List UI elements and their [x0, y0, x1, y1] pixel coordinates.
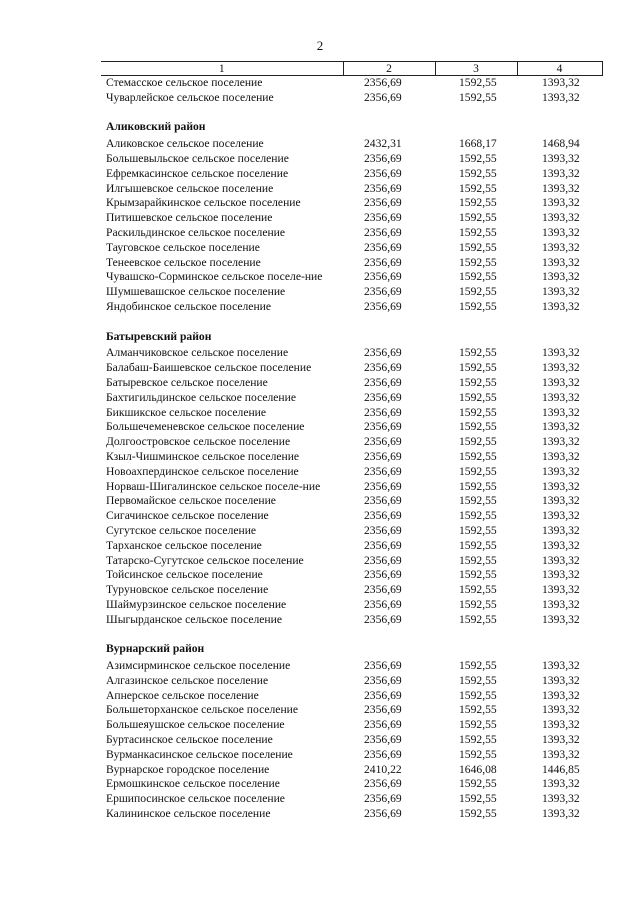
value-col-2: 2356,69	[364, 479, 402, 493]
settlement-name: Новоахпердинское сельское поселение	[106, 464, 299, 478]
settlement-name: Апнерское сельское поселение	[106, 688, 259, 702]
settlement-name: Азимсирминское сельское поселение	[106, 659, 291, 673]
value-col-3: 1592,55	[459, 553, 497, 567]
value-col-3: 1592,55	[459, 405, 497, 419]
value-col-3: 1592,55	[459, 90, 497, 104]
value-col-3: 1592,55	[459, 211, 497, 225]
value-col-2: 2356,69	[364, 435, 402, 449]
value-col-3: 1592,55	[459, 568, 497, 582]
value-col-2: 2356,69	[364, 151, 402, 165]
settlement-name: Ершипосинское сельское поселение	[106, 792, 285, 806]
table-row	[101, 270, 602, 285]
header-col-3: 3	[435, 62, 517, 76]
value-col-3: 1592,55	[459, 479, 497, 493]
value-col-4: 1393,32	[542, 583, 580, 597]
settlement-name: Бикшикское сельское поселение	[106, 405, 267, 419]
value-col-3: 1592,55	[459, 612, 497, 626]
value-col-4: 1393,32	[542, 76, 580, 89]
settlement-name: Сугутское сельское поселение	[106, 523, 257, 537]
table-row	[101, 613, 602, 628]
settlement-name: Тарханское сельское поселение	[106, 538, 262, 552]
value-col-4: 1393,32	[542, 464, 580, 478]
settlement-name: Алгазинское сельское поселение	[106, 673, 269, 687]
table-row	[101, 733, 602, 748]
table-row	[101, 748, 602, 763]
settlement-name: Шумшевашское сельское поселение	[106, 285, 286, 299]
value-col-3: 1592,55	[459, 435, 497, 449]
table-body	[101, 76, 602, 822]
value-col-4: 1393,32	[542, 196, 580, 210]
value-col-4: 1393,32	[542, 449, 580, 463]
value-col-2: 2356,69	[364, 718, 402, 732]
value-col-4: 1393,32	[542, 90, 580, 104]
value-col-2: 2356,69	[364, 612, 402, 626]
value-col-3: 1592,55	[459, 166, 497, 180]
value-col-3: 1592,55	[459, 285, 497, 299]
table-header	[101, 62, 602, 76]
value-col-2: 2356,69	[364, 747, 402, 761]
value-col-4: 1393,32	[542, 659, 580, 673]
value-col-3: 1592,55	[459, 375, 497, 389]
value-col-3: 1592,55	[459, 255, 497, 269]
settlement-name: Ермошкинское сельское поселение	[106, 777, 280, 791]
value-col-3: 1592,55	[459, 733, 497, 747]
value-col-3: 1592,55	[459, 76, 497, 89]
settlement-name: Тойсинское сельское поселение	[106, 568, 263, 582]
settlement-name: Алманчиковское сельское поселение	[106, 346, 289, 360]
table-row	[101, 674, 602, 689]
settlement-name: Шыгырданское сельское поселение	[106, 612, 282, 626]
table-row	[101, 583, 602, 598]
settlement-name: Первомайское сельское поселение	[106, 494, 276, 508]
table-row	[101, 539, 602, 554]
value-col-4: 1393,32	[542, 703, 580, 717]
value-col-3: 1592,55	[459, 538, 497, 552]
settlement-name: Тауговское сельское поселение	[106, 240, 260, 254]
value-col-4: 1446,85	[542, 762, 580, 776]
header-col-1: 1	[101, 62, 343, 76]
settlement-name: Вурманкасинское сельское поселение	[106, 747, 293, 761]
spacer-cell	[101, 315, 602, 330]
district-heading-row	[101, 330, 602, 345]
value-col-2: 2356,69	[364, 390, 402, 404]
settlement-name: Татарско-Сугутское сельское поселение	[106, 553, 304, 567]
value-col-4: 1393,32	[542, 509, 580, 523]
value-col-4: 1393,32	[542, 792, 580, 806]
value-col-3: 1592,55	[459, 270, 497, 284]
settlement-name: Балабаш-Баишевское сельское поселение	[106, 361, 312, 375]
table-row	[101, 524, 602, 539]
table-row	[101, 568, 602, 583]
value-col-3: 1592,55	[459, 390, 497, 404]
table-row	[101, 480, 602, 495]
value-col-4: 1393,32	[542, 747, 580, 761]
value-col-3: 1592,55	[459, 151, 497, 165]
table-row	[101, 135, 602, 152]
value-col-3: 1592,55	[459, 807, 497, 821]
value-col-4: 1393,32	[542, 538, 580, 552]
value-col-4: 1393,32	[542, 435, 580, 449]
settlement-name: Туруновское сельское поселение	[106, 583, 269, 597]
settlement-name: Вурнарское городское поселение	[106, 762, 270, 776]
value-col-3: 1592,55	[459, 494, 497, 508]
tariff-table	[101, 61, 603, 822]
value-col-2: 2356,69	[364, 449, 402, 463]
value-col-2: 2356,69	[364, 777, 402, 791]
table-row	[101, 777, 602, 792]
value-col-4: 1393,32	[542, 225, 580, 239]
district-name: Батыревский район	[106, 329, 212, 343]
table-row	[101, 376, 602, 391]
district-heading-row	[101, 642, 602, 657]
value-col-2: 2356,69	[364, 76, 402, 89]
table-row	[101, 689, 602, 704]
table-row	[101, 598, 602, 613]
value-col-4: 1393,32	[542, 166, 580, 180]
value-col-2: 2356,69	[364, 538, 402, 552]
value-col-2: 2356,69	[364, 181, 402, 195]
value-col-3: 1592,55	[459, 225, 497, 239]
value-col-2: 2356,69	[364, 464, 402, 478]
settlement-name: Бахтигильдинское сельское поселение	[106, 390, 296, 404]
spacer-cell	[101, 106, 602, 121]
table-row	[101, 703, 602, 718]
value-col-3: 1592,55	[459, 583, 497, 597]
value-col-3: 1592,55	[459, 361, 497, 375]
value-col-2: 2356,69	[364, 420, 402, 434]
value-col-3: 1592,55	[459, 240, 497, 254]
value-col-4: 1393,32	[542, 688, 580, 702]
value-col-4: 1393,32	[542, 211, 580, 225]
value-col-2: 2356,69	[364, 255, 402, 269]
value-col-3: 1592,55	[459, 196, 497, 210]
value-col-2: 2356,69	[364, 509, 402, 523]
settlement-name: Крымзарайкинское сельское поселение	[106, 196, 301, 210]
header-col-2: 2	[343, 62, 435, 76]
page-number: 2	[316, 38, 324, 53]
table-row	[101, 76, 602, 91]
value-col-3: 1592,55	[459, 299, 497, 313]
value-col-2: 2356,69	[364, 90, 402, 104]
settlement-name: Буртасинское сельское поселение	[106, 733, 273, 747]
value-col-4: 1393,32	[542, 523, 580, 537]
value-col-4: 1393,32	[542, 718, 580, 732]
table-row	[101, 285, 602, 300]
table-row	[101, 657, 602, 674]
settlement-name: Калининское сельское поселение	[106, 807, 271, 821]
value-col-2: 2356,69	[364, 405, 402, 419]
table-row	[101, 361, 602, 376]
value-col-3: 1592,55	[459, 597, 497, 611]
value-col-3: 1592,55	[459, 673, 497, 687]
table-row	[101, 420, 602, 435]
district-name: Аликовский район	[106, 120, 206, 134]
table-row	[101, 450, 602, 465]
table-row	[101, 91, 602, 106]
table-row	[101, 763, 602, 778]
value-col-4: 1468,94	[542, 137, 580, 151]
settlement-name: Тенеевское сельское поселение	[106, 255, 261, 269]
settlement-name: Шаймурзинское сельское поселение	[106, 597, 287, 611]
spacer-row	[101, 627, 602, 642]
value-col-2: 2356,69	[364, 346, 402, 360]
value-col-4: 1393,32	[542, 346, 580, 360]
value-col-4: 1393,32	[542, 420, 580, 434]
table-row	[101, 435, 602, 450]
settlement-name: Ефремкасинское сельское поселение	[106, 166, 289, 180]
value-col-2: 2356,69	[364, 792, 402, 806]
value-col-2: 2356,69	[364, 597, 402, 611]
value-col-4: 1393,32	[542, 733, 580, 747]
value-col-2: 2356,69	[364, 270, 402, 284]
value-col-2: 2356,69	[364, 211, 402, 225]
table-row	[101, 196, 602, 211]
value-col-3: 1592,55	[459, 792, 497, 806]
value-col-2: 2356,69	[364, 553, 402, 567]
value-col-2: 2356,69	[364, 494, 402, 508]
value-col-2: 2356,69	[364, 166, 402, 180]
value-col-3: 1592,55	[459, 523, 497, 537]
value-col-4: 1393,32	[542, 151, 580, 165]
value-col-2: 2356,69	[364, 568, 402, 582]
table-row	[101, 406, 602, 421]
value-col-2: 2356,69	[364, 196, 402, 210]
value-col-3: 1592,55	[459, 509, 497, 523]
value-col-2: 2410,22	[364, 762, 402, 776]
table-row	[101, 494, 602, 509]
settlement-name: Большевыльское сельское поселение	[106, 151, 289, 165]
value-col-4: 1393,32	[542, 777, 580, 791]
settlement-name: Большеяушское сельское поселение	[106, 718, 285, 732]
spacer-row	[101, 106, 602, 121]
value-col-4: 1393,32	[542, 255, 580, 269]
table-row	[101, 344, 602, 361]
table-row	[101, 300, 602, 315]
value-col-3: 1592,55	[459, 464, 497, 478]
value-col-4: 1393,32	[542, 270, 580, 284]
value-col-2: 2356,69	[364, 807, 402, 821]
table-row	[101, 509, 602, 524]
settlement-name: Илгышевское сельское поселение	[106, 181, 274, 195]
value-col-2: 2356,69	[364, 733, 402, 747]
value-col-2: 2356,69	[364, 673, 402, 687]
value-col-3: 1592,55	[459, 688, 497, 702]
value-col-3: 1592,55	[459, 718, 497, 732]
value-col-3: 1592,55	[459, 346, 497, 360]
value-col-4: 1393,32	[542, 390, 580, 404]
table-row	[101, 792, 602, 807]
settlement-name: Сигачинское сельское поселение	[106, 509, 269, 523]
value-col-4: 1393,32	[542, 673, 580, 687]
settlement-name: Большечеменевское сельское поселение	[106, 420, 305, 434]
value-col-4: 1393,32	[542, 807, 580, 821]
settlement-name: Большеторханское сельское поселение	[106, 703, 299, 717]
value-col-2: 2356,69	[364, 703, 402, 717]
value-col-3: 1592,55	[459, 659, 497, 673]
value-col-2: 2432,31	[364, 137, 402, 151]
table-row	[101, 718, 602, 733]
header-col-4: 4	[517, 62, 602, 76]
table-row	[101, 226, 602, 241]
district-heading-row	[101, 120, 602, 135]
value-col-2: 2356,69	[364, 523, 402, 537]
settlement-name: Стемасское сельское поселение	[106, 76, 263, 89]
settlement-name: Кзыл-Чишминское сельское поселение	[106, 449, 300, 463]
value-col-4: 1393,32	[542, 612, 580, 626]
table-row	[101, 182, 602, 197]
settlement-name: Чуварлейское сельское поселение	[106, 90, 274, 104]
district-name: Вурнарский район	[106, 642, 205, 656]
value-col-2: 2356,69	[364, 299, 402, 313]
table-row	[101, 211, 602, 226]
value-col-4: 1393,32	[542, 494, 580, 508]
header-row	[101, 62, 602, 76]
value-col-3: 1592,55	[459, 777, 497, 791]
value-col-3: 1592,55	[459, 181, 497, 195]
settlement-name: Яндобинское сельское поселение	[106, 299, 272, 313]
value-col-4: 1393,32	[542, 597, 580, 611]
value-col-2: 2356,69	[364, 225, 402, 239]
value-col-4: 1393,32	[542, 405, 580, 419]
value-col-4: 1393,32	[542, 299, 580, 313]
value-col-3: 1592,55	[459, 449, 497, 463]
value-col-2: 2356,69	[364, 583, 402, 597]
table-row	[101, 152, 602, 167]
value-col-4: 1393,32	[542, 568, 580, 582]
settlement-name: Раскильдинское сельское поселение	[106, 225, 286, 239]
settlement-name: Питишевское сельское поселение	[106, 211, 273, 225]
value-col-2: 2356,69	[364, 659, 402, 673]
settlement-name: Норваш-Шигалинское сельское поселе-ние	[106, 479, 321, 493]
settlement-name: Аликовское сельское поселение	[106, 137, 264, 151]
value-col-4: 1393,32	[542, 285, 580, 299]
value-col-4: 1393,32	[542, 553, 580, 567]
value-col-3: 1592,55	[459, 747, 497, 761]
table-row	[101, 256, 602, 271]
value-col-2: 2356,69	[364, 375, 402, 389]
value-col-4: 1393,32	[542, 181, 580, 195]
table-row	[101, 465, 602, 480]
value-col-2: 2356,69	[364, 285, 402, 299]
value-col-4: 1393,32	[542, 240, 580, 254]
value-col-3: 1592,55	[459, 420, 497, 434]
value-col-4: 1393,32	[542, 375, 580, 389]
value-col-3: 1668,17	[459, 137, 497, 151]
table-row	[101, 167, 602, 182]
value-col-3: 1646,08	[459, 762, 497, 776]
table-row	[101, 554, 602, 569]
table-row	[101, 241, 602, 256]
value-col-4: 1393,32	[542, 361, 580, 375]
table-row	[101, 807, 602, 822]
table-row	[101, 391, 602, 406]
spacer-cell	[101, 627, 602, 642]
value-col-3: 1592,55	[459, 703, 497, 717]
value-col-4: 1393,32	[542, 479, 580, 493]
value-col-2: 2356,69	[364, 361, 402, 375]
settlement-name: Батыревское сельское поселение	[106, 375, 268, 389]
value-col-2: 2356,69	[364, 688, 402, 702]
spacer-row	[101, 315, 602, 330]
settlement-name: Долгоостровское сельское поселение	[106, 435, 291, 449]
settlement-name: Чувашско-Сорминское сельское поселе-ние	[106, 270, 323, 284]
value-col-2: 2356,69	[364, 240, 402, 254]
